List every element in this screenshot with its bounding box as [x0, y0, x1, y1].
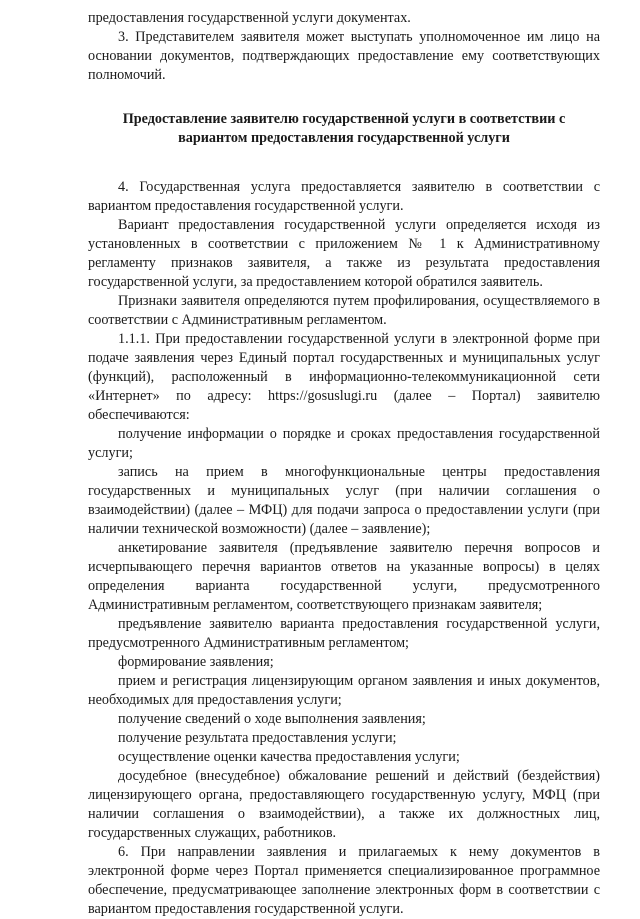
list-item-appointment: запись на прием в многофункциональные центры предоставления государственных и муниципальных услуг (при наличии соглашения о взаимодействии) (далее – МФЦ) для подачи запроса о предоставлении услуги (при наличии технической возможности) (далее – заявление); [88, 464, 600, 537]
list-item-appeal: досудебное (внесудебное) обжалование решений и действий (бездействия) лицензирующего органа, предоставляющего государственную услугу, МФЦ (при наличии соглашения о взаимодействии), а также их должностных лиц, государственных служащих, работников. [88, 768, 600, 841]
list-item-variant-presentation: предъявление заявителю варианта предоставления государственной услуги, предусмотренного Административным регламентом; [88, 616, 600, 651]
document-page [88, 9, 600, 919]
list-item-result: получение результата предоставления услуги; [118, 730, 397, 746]
list-item-registration: прием и регистрация лицензирующим органом заявления и иных документов, необходимых для предоставления услуги; [88, 673, 600, 708]
section-heading: Предоставление заявителю государственной услуги в соответствии с вариантом предоставления государственной услуги [122, 111, 566, 146]
paragraph-item-4: 4. Государственная услуга предоставляется заявителю в соответствии с вариантом предоставления государственной услуги. [88, 179, 600, 214]
paragraph-item-1-1-1: 1.1.1. При предоставлении государственной услуги в электронной форме при подаче заявления через Единый портал государственных и муниципальных услуг (функций), расположенный в информационно-телекоммуникационной сети «Интернет» по адресу: https://gosuslugi.ru (далее – Портал) заявителю обеспечиваются: [88, 331, 600, 423]
paragraph-item-6: 6. При направлении заявления и прилагаемых к нему документов в электронной форме через Портал применяется специализированное программное обеспечение, предусматривающее заполнение электронных форм в соответствии с вариантом предоставления государственной услуги. [88, 844, 600, 917]
paragraph-profiling: Признаки заявителя определяются путем профилирования, осуществляемого в соответствии с Административным регламентом. [88, 293, 600, 328]
paragraph-continuation: предоставления государственной услуги документах. [88, 10, 411, 26]
paragraph-variant: Вариант предоставления государственной услуги определяется исходя из установленных в соответствии с приложением № 1 к Административному регламенту признаков заявителя, а также из результата предоставления государственной услуги, за предоставлением которой обратился заявитель. [88, 217, 600, 290]
list-item-quality-assessment: осуществление оценки качества предоставления услуги; [118, 749, 460, 765]
paragraph-item-3: 3. Представителем заявителя может выступать уполномоченное им лицо на основании документов, подтверждающих предоставление ему соответствующих полномочий. [88, 29, 600, 83]
list-item-questionnaire: анкетирование заявителя (предъявление заявителю перечня вопросов и исчерпывающего перечня вариантов ответов на указанные вопросы) в целях определения варианта государственной услуги, предусмотренного Административным регламентом, соответствующего признакам заявителя; [88, 540, 600, 613]
list-item-application-forming: формирование заявления; [118, 654, 274, 670]
list-item-info: получение информации о порядке и сроках предоставления государственной услуги; [88, 426, 600, 461]
list-item-status: получение сведений о ходе выполнения заявления; [118, 711, 426, 727]
